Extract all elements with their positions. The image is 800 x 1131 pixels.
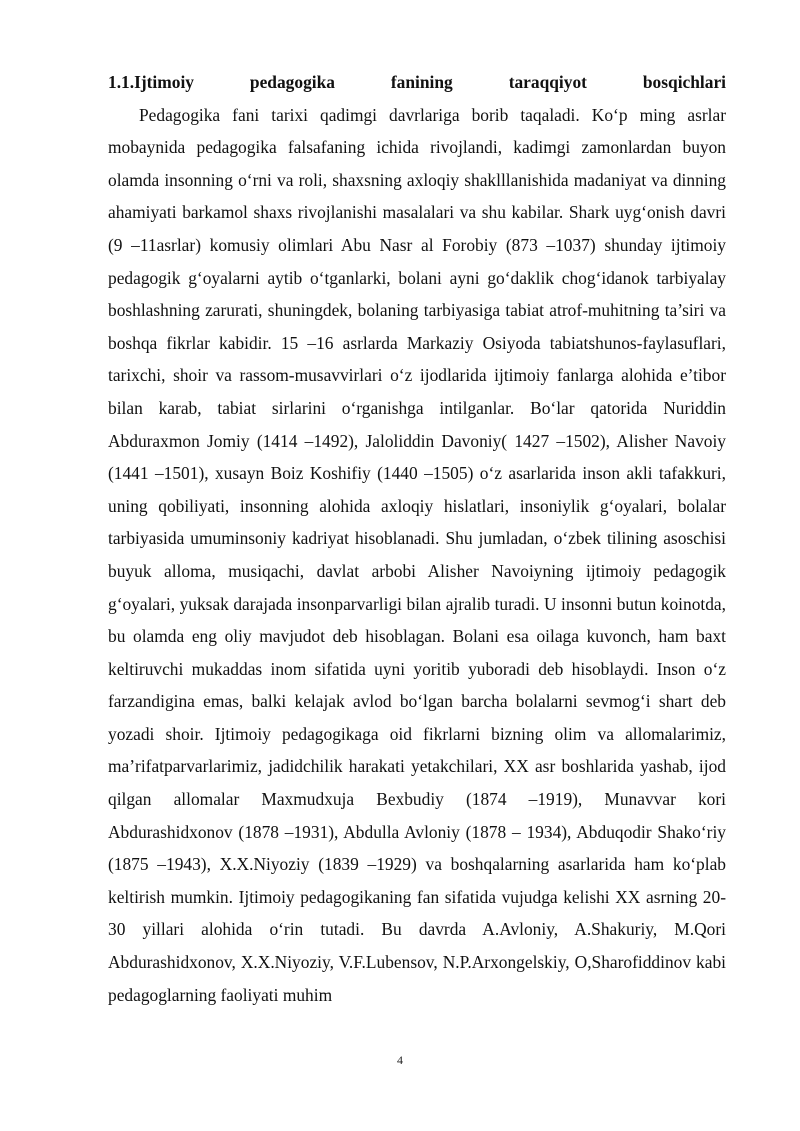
page-number: 4	[397, 1053, 403, 1067]
page-content	[108, 66, 726, 1011]
section-heading: 1.1.Ijtimoiy pedagogika fanining taraqqiyot bosqichlari	[108, 72, 726, 92]
body-paragraph: Pedagogika fani tarixi qadimgi davrlariga borib taqaladi. Ko‘p ming asrlar mobaynida pedagogika falsafaning ichida rivojlandi, kadimgi zamonlardan buyon olamda insonning o‘rni va roli, shaxsning axloqiy shaklllanishida madaniyat va dinning ahamiyati barkamol shaxs rivojlanishi masalalari va shu kabilar. Shark uyg‘onish davri (9 –11asrlar) komusiy olimlari Abu Nasr al Forobiy (873 –1037) shunday ijtimoiy pedagogik g‘oyalarni aytib o‘tganlarki, bolani ayni go‘daklik chog‘idanok tarbiyalay boshlashning zarurati, shuningdek, bolaning tarbiyasiga tabiat atrof-muhitning ta’siri va boshqa fikrlar kabidir. 15 –16 asrlarda Markaziy Osiyoda tabiatshunos-faylasuflari, tarixchi, shoir va rassom-musavvirlari o‘z ijodlarida ijtimoiy fanlarga alohida e’tibor bilan karab, tabiat sirlarini o‘rganishga intilganlar. Bo‘lar qatorida Nuriddin Abduraxmon Jomiy (1414 –1492), Jaloliddin Davoniy( 1427 –1502), Alisher Navoiy (1441 –1501), xusayn Boiz Koshifiy (1440 –1505) o‘z asarlarida inson akli tafakkuri, uning qobiliyati, insonning alohida axloqiy hislatlari, insoniylik g‘oyalari, bolalar tarbiyasida umuminsoniy kadriyat hisoblanadi. Shu jumladan, o‘zbek tilining asoschisi buyuk alloma, musiqachi, davlat arbobi Alisher Navoiyning ijtimoiy pedagogik g‘oyalari, yuksak darajada insonparvarligi bilan ajralib turadi. U insonni butun koinotda, bu olamda eng oliy mavjudot deb hisoblagan. Bolani esa oilaga kuvonch, ham baxt keltiruvchi mukaddas inom sifatida uyni yoritib yuboradi deb hisoblaydi. Inson o‘z farzandigina emas, balki kelajak avlod bo‘lgan barcha bolalarni sevmog‘i shart deb yozadi shoir. Ijtimoiy pedagogikaga oid fikrlarni bizning olim va allomalarimiz, ma’rifatparvarlarimiz, jadidchilik harakati yetakchilari, XX asr boshlarida yashab, ijod qilgan allomalar Maxmudxuja Bexbudiy (1874 –1919), Munavvar kori Abdurashidxonov (1878 –1931), Abdulla Avloniy (1878 – 1934), Abduqodir Shako‘riy (1875 –1943), X.X.Niyoziy (1839 –1929) va boshqalarning asarlarida ham ko‘plab keltirish mumkin. Ijtimoiy pedagogikaning fan sifatida vujudga kelishi XX asrning 20-30 yillari alohida o‘rin tutadi. Bu davrda A.Avloniy, A.Shakuriy, M.Qori Abdurashidxonov, X.X.Niyoziy, V.F.Lubensov, N.P.Arxongelskiy, O,Sharofiddinov kabi pedagoglarning faoliyati muhim	[108, 104, 726, 1005]
